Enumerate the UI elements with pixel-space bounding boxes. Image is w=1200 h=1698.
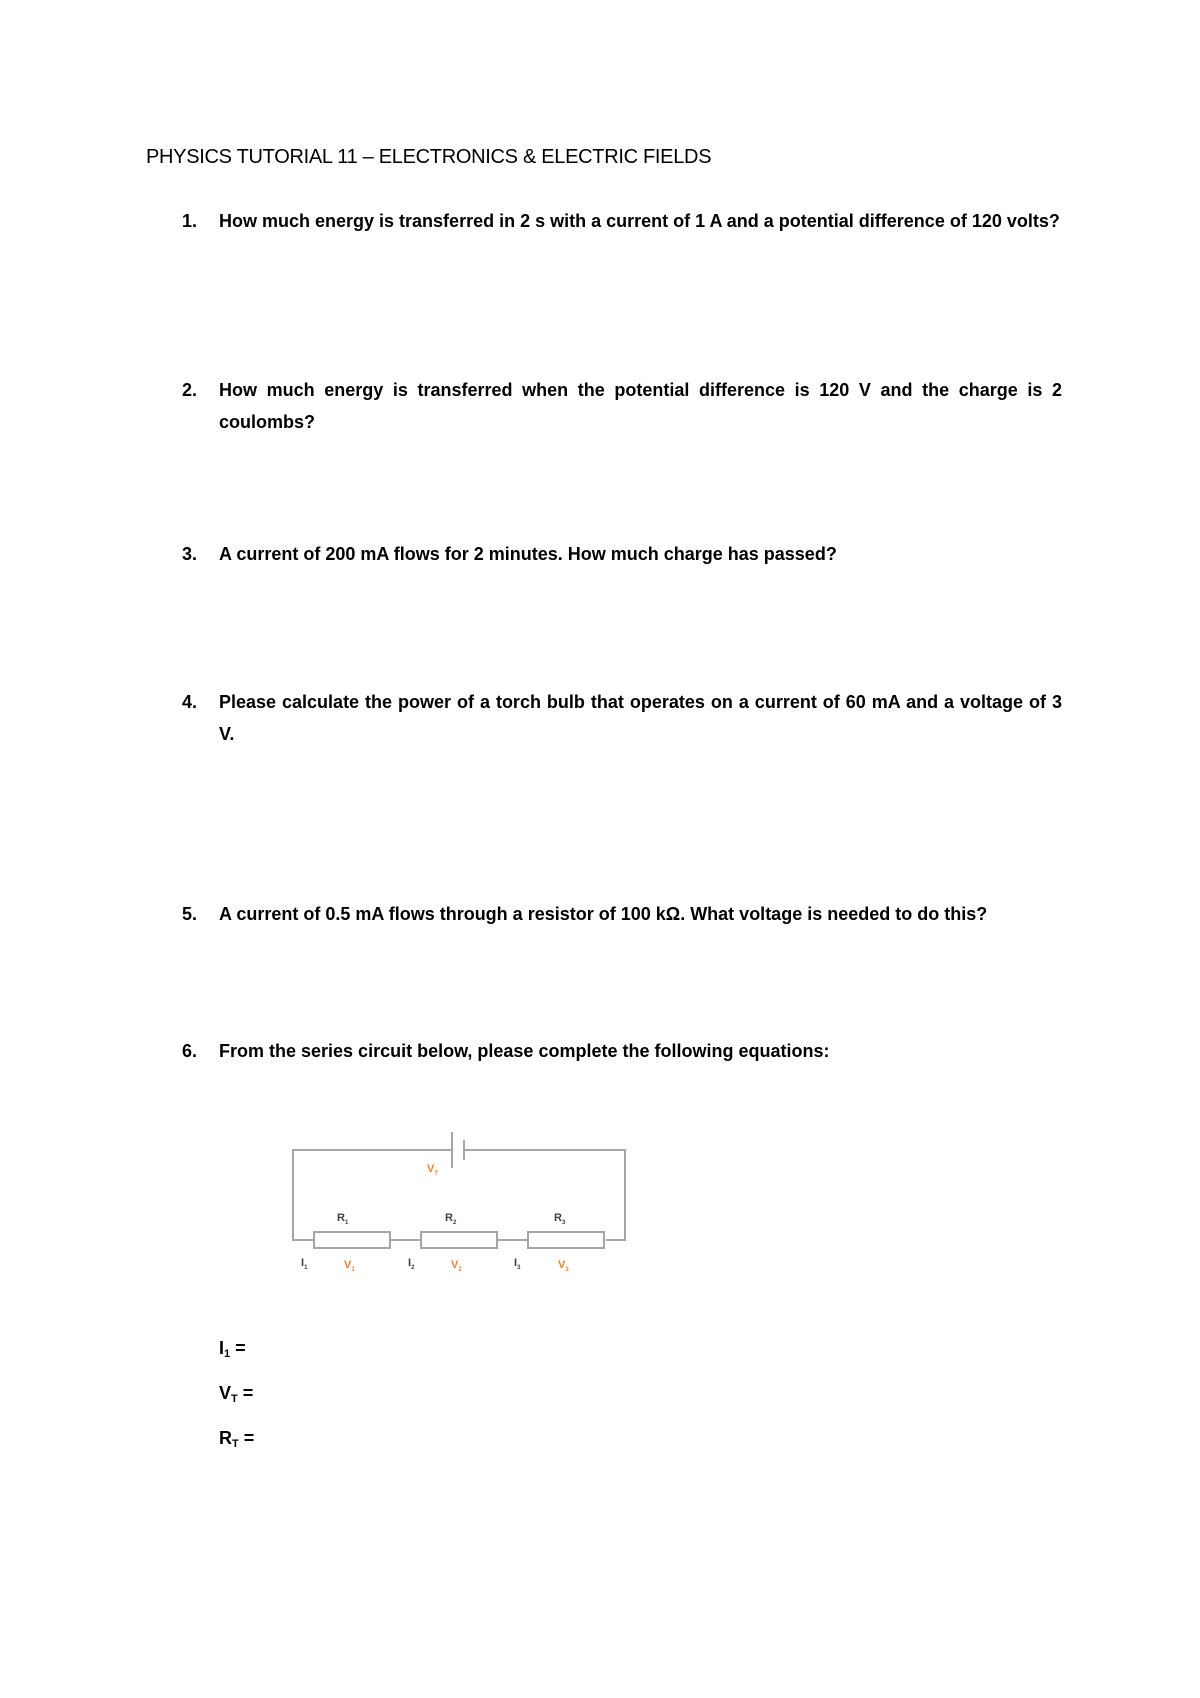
question-text: Please calculate the power of a torch bulb that operates on a current of 60 mA and a voltage of 3 V. xyxy=(219,692,1062,744)
question-number: 4. xyxy=(182,692,198,712)
page-title: PHYSICS TUTORIAL 11 – ELECTRONICS & ELECTRIC FIELDS xyxy=(146,146,712,168)
battery-voltage-label: $V_T$ xyxy=(427,1163,439,1177)
current-label-i1: $I_1$ xyxy=(301,1257,308,1271)
question-5 xyxy=(182,898,1062,930)
equation-i1: $I_1$ = xyxy=(219,1338,246,1360)
resistor-label-r2: $R_2$ xyxy=(445,1212,457,1226)
wire-right xyxy=(464,1150,625,1240)
question-4 xyxy=(182,686,1062,750)
circuit-svg xyxy=(284,1120,624,1273)
equation-rt: $R_T$ = xyxy=(219,1428,255,1450)
circuit-wires xyxy=(293,1150,625,1240)
voltage-label-v1: $V_1$ xyxy=(344,1259,355,1273)
question-text: A current of 200 mA flows for 2 minutes. How much charge has passed? xyxy=(219,544,837,564)
resistor-label-r1: $R_1$ xyxy=(337,1212,349,1226)
voltage-label-v3: $V_3$ xyxy=(558,1259,569,1273)
question-text: How much energy is transferred in 2 s with a current of 1 A and a potential difference of 120 volts? xyxy=(219,211,1060,231)
question-2 xyxy=(182,374,1062,438)
question-text: How much energy is transferred when the potential difference is 120 V and the charge is 2 coulombs? xyxy=(219,380,1062,432)
voltage-label-v2: $V_2$ xyxy=(451,1259,462,1273)
current-label-i2: $I_2$ xyxy=(408,1257,415,1271)
question-text: From the series circuit below, please complete the following equations: xyxy=(219,1041,830,1061)
question-6 xyxy=(182,1035,1062,1067)
question-number: 3. xyxy=(182,544,198,564)
question-number: 5. xyxy=(182,904,198,924)
resistors xyxy=(314,1232,604,1248)
question-number: 1. xyxy=(182,211,198,231)
resistor-r2 xyxy=(421,1232,497,1248)
question-text: A current of 0.5 mA flows through a resistor of 100 kΩ. What voltage is needed to do this? xyxy=(219,904,988,924)
question-3 xyxy=(182,538,1062,570)
current-label-i3: $I_3$ xyxy=(514,1257,521,1271)
question-number: 2. xyxy=(182,380,198,400)
resistor-label-r3: $R_3$ xyxy=(554,1212,566,1226)
resistor-r1 xyxy=(314,1232,390,1248)
equation-vt: $V_T$ = xyxy=(219,1383,254,1405)
battery-symbol xyxy=(452,1132,464,1168)
question-number: 6. xyxy=(182,1041,198,1061)
question-1 xyxy=(182,205,1062,237)
series-circuit-diagram xyxy=(284,1120,624,1273)
resistor-r3 xyxy=(528,1232,604,1248)
